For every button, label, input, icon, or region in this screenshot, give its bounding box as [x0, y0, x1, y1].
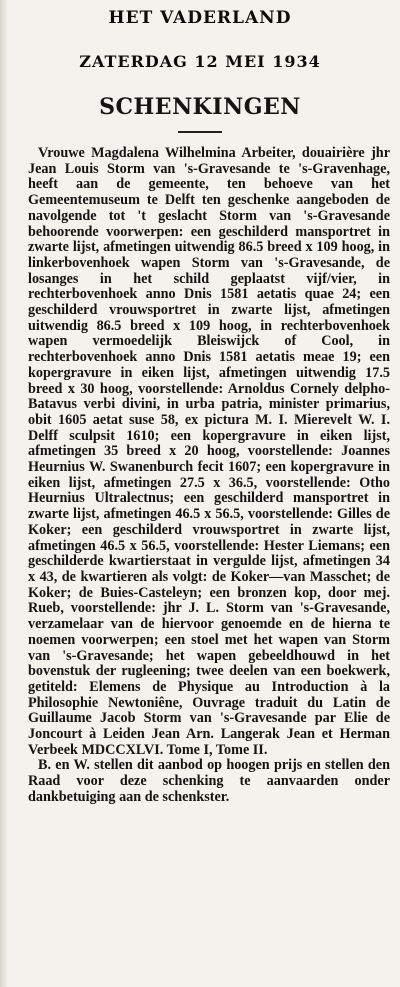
newspaper-name: HET VADERLAND	[108, 8, 292, 28]
page-edge-shadow	[0, 0, 8, 987]
article-paragraph: B. en W. stellen dit aanbod op hoogen prijs en stellen den Raad voor deze schenking te aanvaarden onder dankbetuiging aan de schenkster.	[28, 757, 390, 805]
article-paragraph: Vrouwe Magdalena Wilhelmina Arbeiter, douairière jhr Jean Louis Storm van 's-Gravesande te 's-Gravenhage, heeft aan de gemeente, ten behoeve van het Gemeentemuseum te Delft ten geschenke aangeboden de navolgende tot 't geslacht Storm van 's-Gravesande behoorende voorwerpen: een geschilderd mansportret in zwarte lijst, afmetingen uitwendig 86.5 breed x 109 hoog, in linkerbovenhoek wapen Storm van 's-Gravesande, de losanges in het schild geplaatst vijf/vier, in rechterbovenhoek anno Dnis 1581 aetatis quae 24; een geschilderd vrouwsportret in zwarte lijst, afmetingen uitwendig 86.5 breed x 109 hoog, in rechterbovenhoek wapen vermoedelijk Bleiswijck of Cool, in rechterbovenhoek anno Dnis 1581 aetatis meae 19; een kopergravure in eiken lijst, afmetingen uitwendig 17.5 breed x 30 hoog, voorstellende: Arnoldus Cornely delpho-Batavus verbi divini, in urba patria, minister primarius, obit 1605 aetat suse 58, ex pictura M. I. Mierevelt W. I. Delff sculpsit 1610; een kopergravure in eiken lijst, afmetingen 35 breed x 20 hoog, voorstellende: Joannes Heurnius W. Swanenburch fecit 1607; een kopergravure in eiken lijst, afmetingen 27.5 x 36.5, voorstellende: Otho Heurnius Ultralectnus; een geschilderd mansportret in zwarte lijst, afmetingen 46.5 x 56.5, voorstellende: Gilles de Koker; een geschilderd vrouwsportret in zwarte lijst, afmetingen 46.5 x 56.5, voorstellende: Hester Liemans; een geschilderde kwartierstaat in vergulde lijst, afmetingen 34 x 43, de kwartieren als volgt: de Koker—van Masschet; de Koker; de Buies-Casteleyn; een bronzen kop, door mej. Rueb, voorstellende: jhr J. L. Storm van 's-Gravesande, verzamelaar van de hiervoor genoemde en de hierna te noemen voorwerpen; een stoel met het wapen van Storm van 's-Gravesande; het wapen gebeeldhouwd in het bovenstuk der rugleening; twee deelen van een boekwerk, getiteld: Elemens de Physique au Introduction à la Philosophie Newtoniêne, Ouvrage traduit du Latin de Guillaume Jacob Storm van 's-Gravesande par Elie de Joncourt à Leiden Jean Arn. Langerak Jean et Herman Verbeek MDCCXLVI. Tome I, Tome II.	[28, 145, 390, 758]
article-title: SCHENKINGEN	[99, 94, 301, 120]
issue-date: ZATERDAG 12 MEI 1934	[79, 52, 321, 71]
title-divider	[178, 131, 222, 133]
article-body	[28, 146, 390, 806]
